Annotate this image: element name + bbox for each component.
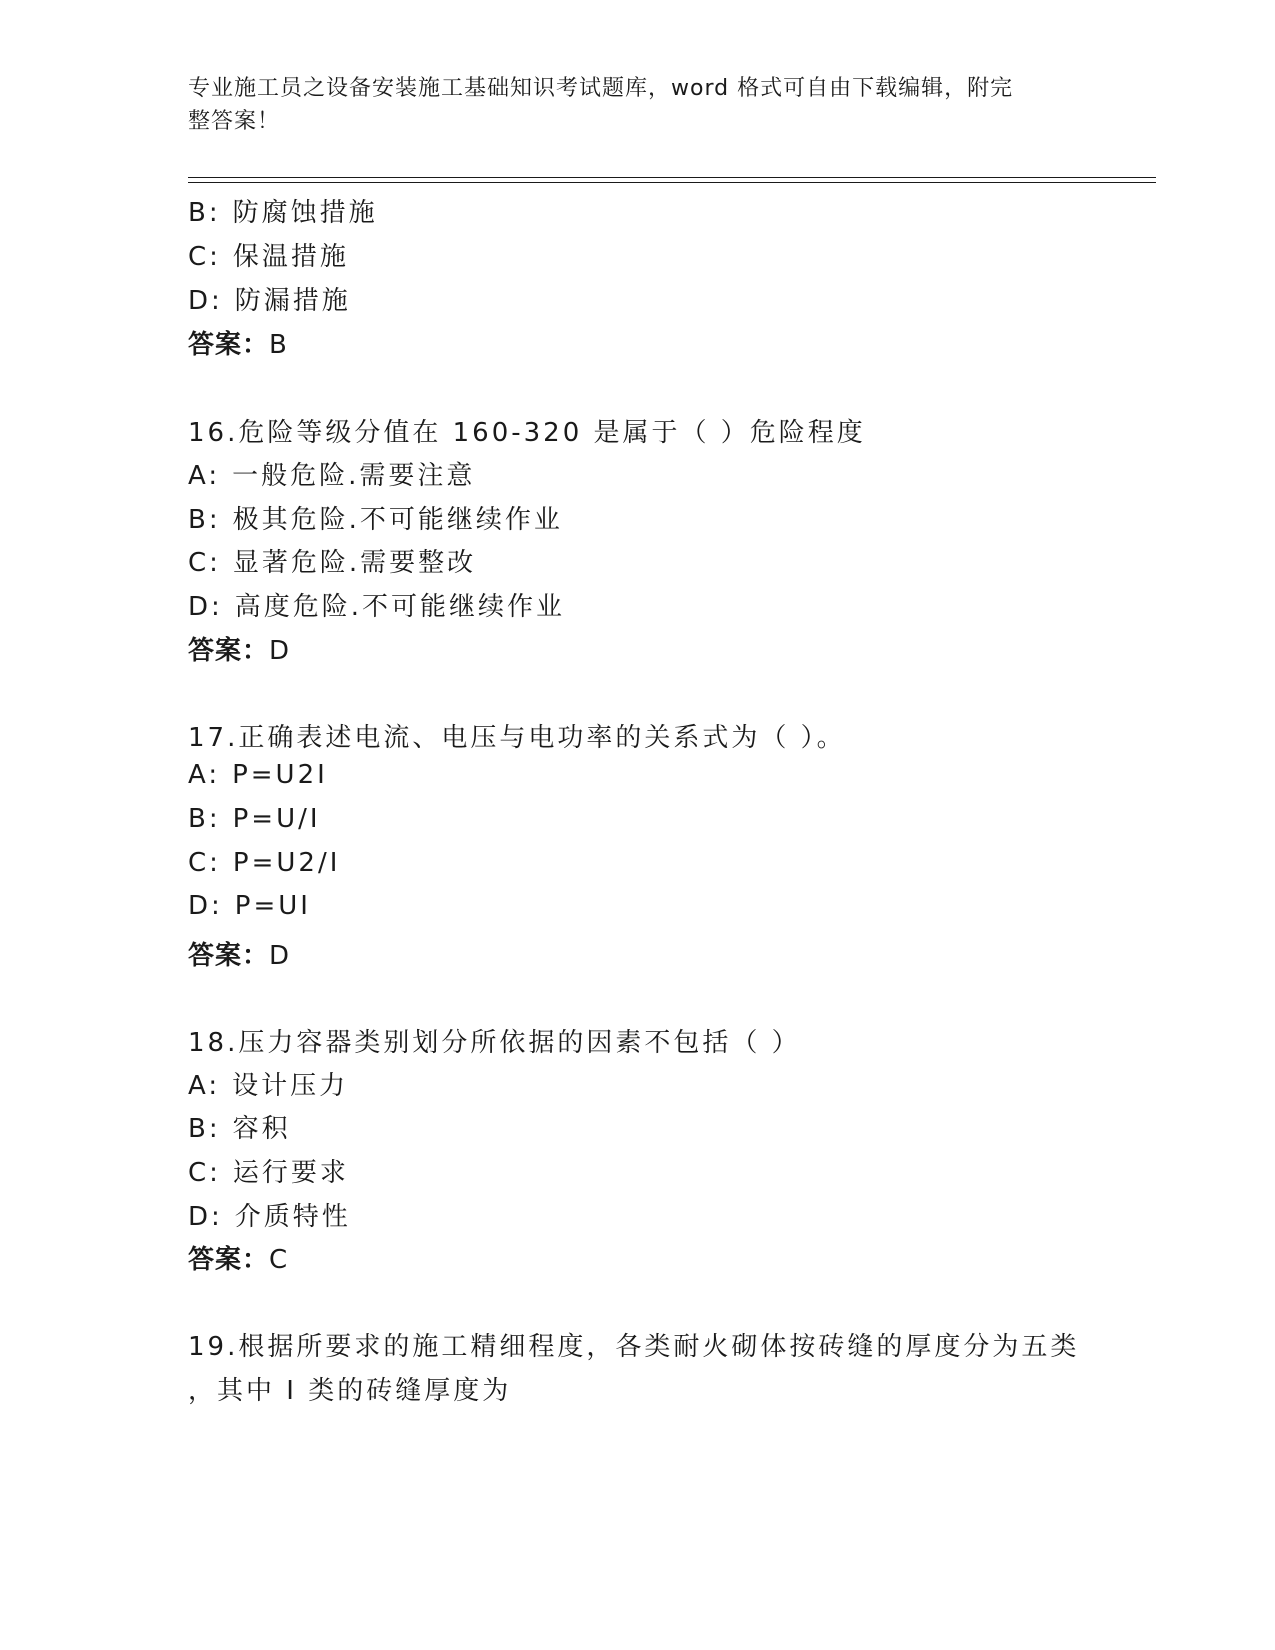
option-a: A: 设计压力: [188, 1071, 349, 1101]
header-rule-bottom: [188, 182, 1156, 183]
option-b: B: P=U/I: [188, 804, 321, 834]
answer-line: 答案：D: [188, 941, 291, 971]
question-19-line-1: 19.根据所要求的施工精细程度，各类耐火砌体按砖缝的厚度分为五类: [188, 1332, 1080, 1362]
question-18: 18.压力容器类别划分所依据的因素不包括（ ）: [188, 1028, 801, 1058]
answer-line: 答案：B: [188, 330, 288, 360]
option-a: A: 一般危险.需要注意: [188, 461, 476, 491]
option-d: D: 防漏措施: [188, 286, 351, 316]
option-d: D: 介质特性: [188, 1202, 351, 1232]
option-c: C: 显著危险.需要整改: [188, 548, 477, 578]
header-line-1: 专业施工员之设备安装施工基础知识考试题库，word 格式可自由下载编辑，附完: [188, 76, 1014, 101]
option-d: D: 高度危险.不可能继续作业: [188, 592, 566, 622]
option-b: B: 防腐蚀措施: [188, 198, 378, 228]
option-b: B: 极其危险.不可能继续作业: [188, 505, 563, 535]
header-rule-top: [188, 177, 1156, 178]
answer-line: 答案：D: [188, 636, 291, 666]
option-a: A: P=U2I: [188, 760, 328, 790]
option-b: B: 容积: [188, 1114, 291, 1144]
question-16: 16.危险等级分值在 160-320 是属于（ ）危险程度: [188, 418, 866, 448]
header-line-2: 整答案！: [188, 109, 281, 134]
option-d: D: P=UI: [188, 891, 311, 921]
option-c: C: 保温措施: [188, 242, 349, 272]
question-19-line-2: ，其中 I 类的砖缝厚度为: [188, 1376, 512, 1406]
document-header: [188, 72, 1068, 138]
answer-line: 答案：C: [188, 1245, 289, 1275]
option-c: C: P=U2/I: [188, 848, 341, 878]
question-17: 17.正确表述电流、电压与电功率的关系式为（ ）。: [188, 723, 846, 753]
option-c: C: 运行要求: [188, 1158, 349, 1188]
